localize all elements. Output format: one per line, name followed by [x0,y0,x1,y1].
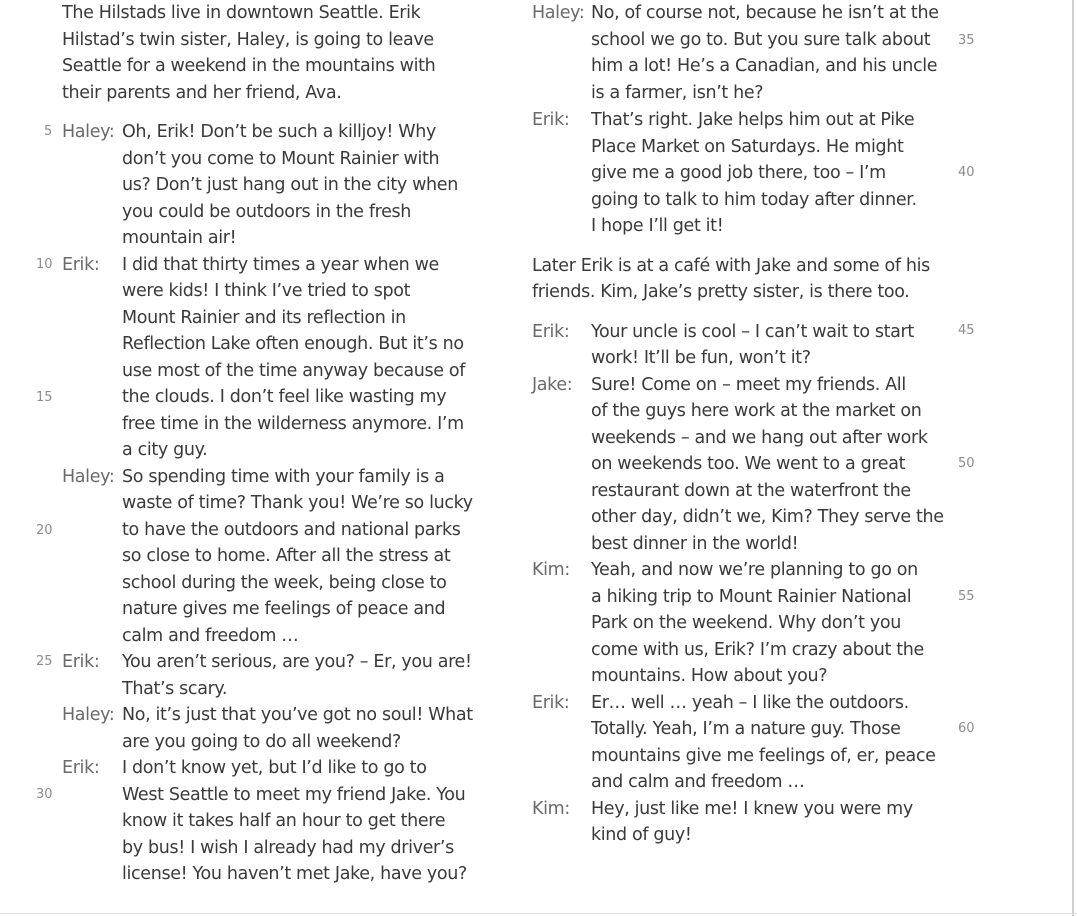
line-number: 35 [958,33,975,48]
text-line: Hilstad’s twin sister, Haley, is going to leave [62,29,434,50]
text-line: Sure! Come on – meet my friends. All [591,374,906,395]
text-line: a hiking trip to Mount Rainier National [591,586,912,607]
speaker-label: Haley: [62,466,115,487]
line-number: 45 [958,323,975,338]
speech-text [122,119,492,252]
speech-text [122,702,492,755]
text-line: you could be outdoors in the fresh [122,201,412,222]
text-line: That’s right. Jake helps him out at Pike [591,110,915,130]
speech-text [591,319,972,372]
text-line: I don’t know yet, but I’d like to go to [122,758,427,778]
speaker-label: Jake: [532,374,573,395]
text-line: Hey, just like me! I knew you were my [591,798,913,819]
speaker-label: Erik: [532,321,570,342]
speech-text [591,796,972,849]
dialogue-turn [62,464,492,650]
text-line: No, it’s just that you’ve got no soul! What [122,705,473,725]
text-line: the clouds. I don’t feel like wasting my [122,387,447,407]
text-line: school during the week, being close to [122,572,447,593]
line-number: 25 [36,654,53,669]
text-line: and calm and freedom … [591,772,805,792]
text-line: mountains give me feelings of, er, peace [591,745,936,766]
line-number: 40 [958,165,975,180]
page-bottom-edge [0,913,1077,914]
text-line: I hope I’ll get it! [591,216,724,236]
page-edge [1072,0,1074,916]
scene-narration [532,253,972,306]
text-line: us? Don’t just hang out in the city when [122,175,458,195]
speech-text [122,464,492,650]
text-line: calm and freedom … [122,625,299,646]
text-line: Seattle for a weekend in the mountains with [62,56,436,76]
text-line: are you going to do all weekend? [122,731,401,752]
dialogue-turn [62,119,492,252]
text-line: him a lot! He’s a Canadian, and his uncle [591,56,938,76]
dialogue-turn [532,319,972,372]
speaker-label: Kim: [532,798,570,819]
right-column [532,0,972,849]
speaker-label: Erik: [532,692,570,713]
text-line: Reflection Lake often enough. But it’s no [122,334,464,354]
text-line: of the guys here work at the market on [591,401,922,421]
text-line: so close to home. After all the stress at [122,546,451,566]
text-line: Oh, Erik! Don’t be such a killjoy! Why [122,122,436,142]
speech-text [122,649,492,702]
text-line: is a farmer, isn’t he? [591,82,764,103]
speech-text [591,372,972,558]
text-line: kind of guy! [591,825,692,845]
text-line: give me a good job there, too – I’m [591,163,886,183]
text-line: come with us, Erik? I’m crazy about the [591,639,924,660]
dialogue-turn [62,252,492,464]
dialogue-turn [532,372,972,558]
line-number: 30 [36,787,53,802]
dialogue-turn [62,649,492,702]
text-line: friends. Kim, Jake’s pretty sister, is there too. [532,282,910,302]
text-line: The Hilstads live in downtown Seattle. Erik [62,3,421,23]
text-line: a city guy. [122,440,208,460]
dialogue-turn [532,690,972,796]
speaker-label: Haley: [62,122,115,142]
line-number: 10 [36,257,53,272]
text-line: restaurant down at the waterfront the [591,480,911,501]
dialogue-turn [532,557,972,690]
speaker-label: Haley: [532,3,585,23]
text-line: going to talk to him today after dinner. [591,189,917,210]
speech-text [122,755,492,888]
text-line: mountains. How about you? [591,666,828,686]
text-line: No, of course not, because he isn’t at the [591,3,939,23]
text-line: know it takes half an hour to get there [122,811,446,831]
text-line: work! It’ll be fun, won’t it? [591,348,811,368]
dialogue-turn [62,702,492,755]
text-line: mountain air! [122,228,237,248]
text-line: don’t you come to Mount Rainier with [122,148,440,169]
text-line: waste of time? Thank you! We’re so lucky [122,493,473,513]
speaker-label: Haley: [62,705,115,725]
text-line: school we go to. But you sure talk about [591,29,931,50]
text-line: other day, didn’t we, Kim? They serve the [591,507,944,527]
text-line: Yeah, and now we’re planning to go on [591,560,918,580]
text-line: their parents and her friend, Ava. [62,82,342,103]
dialogue-turn [532,796,972,849]
text-line: nature gives me feelings of peace and [122,599,446,619]
text-line: best dinner in the world! [591,533,799,554]
text-line: on weekends too. We went to a great [591,454,906,474]
line-number: 5 [44,124,53,139]
text-line: weekends – and we hang out after work [591,427,928,448]
line-number: 50 [958,456,975,471]
speaker-label: Erik: [62,652,100,672]
speech-text [591,107,972,240]
intro-narration [62,0,492,106]
text-line: were kids! I think I’ve tried to spot [122,281,411,301]
speaker-label: Erik: [62,254,100,275]
left-column [62,0,492,888]
text-line: use most of the time anyway because of [122,360,466,381]
dialogue-turn [532,107,972,240]
text-line: Er… well … yeah – I like the outdoors. [591,692,909,713]
text-line: Your uncle is cool – I can’t wait to start [591,321,914,342]
text-line: Mount Rainier and its reflection in [122,307,406,328]
text-line: Park on the weekend. Why don’t you [591,613,901,633]
speech-text [591,690,972,796]
dialogue-turn [532,0,972,106]
line-number: 20 [36,523,53,538]
text-line: You aren’t serious, are you? – Er, you are! [122,652,472,672]
text-line: Totally. Yeah, I’m a nature guy. Those [591,719,901,739]
text-line: I did that thirty times a year when we [122,254,439,275]
text-line: That’s scary. [122,678,228,699]
dialogue-turn [62,755,492,888]
text-line: So spending time with your family is a [122,466,445,487]
speaker-label: Kim: [532,560,570,580]
speech-text [591,0,972,106]
line-number: 15 [36,390,53,405]
text-line: by bus! I wish I already had my driver’s [122,837,454,858]
line-number: 55 [958,589,975,604]
text-line: to have the outdoors and national parks [122,519,461,540]
text-line: West Seattle to meet my friend Jake. You [122,784,466,805]
text-line: Place Market on Saturdays. He might [591,136,904,157]
speaker-label: Erik: [532,110,570,130]
text-line: license! You haven’t met Jake, have you? [122,864,467,884]
text-line: free time in the wilderness anymore. I’m [122,413,464,434]
speaker-label: Erik: [62,758,100,778]
text-line: Later Erik is at a café with Jake and some of his [532,255,930,276]
line-number: 60 [958,721,975,736]
speech-text [591,557,972,690]
speech-text [122,252,492,464]
